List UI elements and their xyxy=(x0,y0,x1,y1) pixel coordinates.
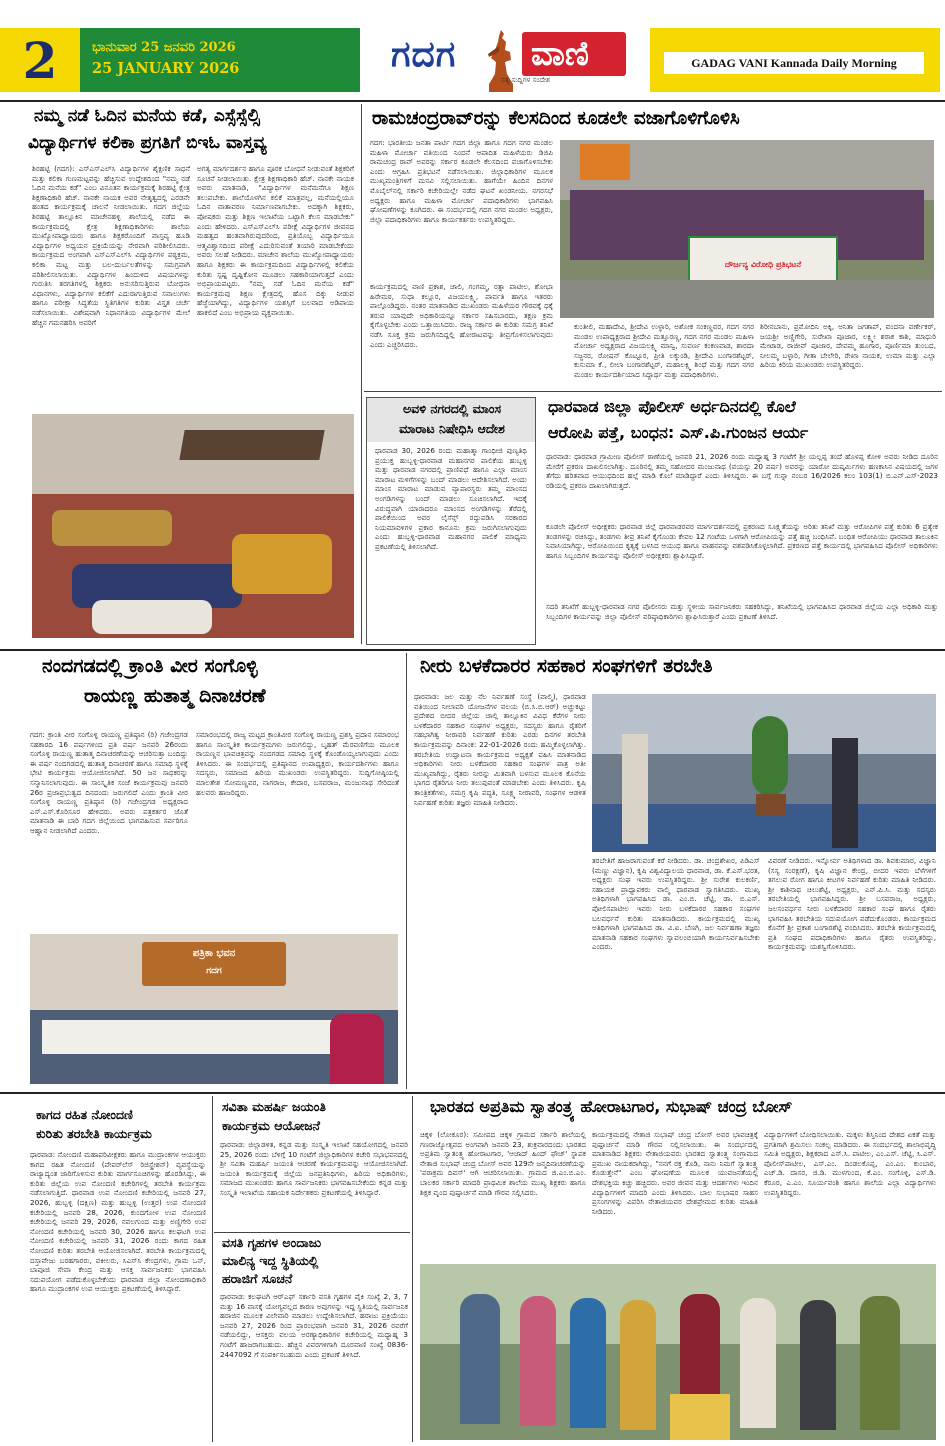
press-club-sign-line2: ಗದಗ xyxy=(206,966,222,976)
article5-headline-line2: ರಾಯಣ್ಣ ಹುತಾತ್ಮ ದಿನಾಚರಣೆ xyxy=(84,685,266,707)
article6-body-col3: ವಿವರಣೆ ನೀಡಿದರು. ಇನ್ನೋರ್ವ ಅತಿಥಿಗಳಾದ ಡಾ. ಶಿವಕುಮಾರ, ವಿಜ್ಞಾನಿ (ಸಸ್ಯ ಸಂರಕ್ಷಣೆ), ಕೃಷಿ ವಿಜ್ಞಾನ ಕೇಂದ್ರ, ಬೀದರ ಇವರು ಬೆಳೆಗಳಿಗೆ ತಗಲುವ ರೋಗ ಹಾಗೂ ಕೀಟಗಳ ನಿರ್ವಹಣೆ ಕುರಿತು ಮಾಹಿತಿ ನೀಡಿದರು. ಶ್ರೀ ಕಾಶಿನಾಥ ಚಿಲುಶೆಟ್ಟಿ, ಅಧ್ಯಕ್ಷರು, ಎನ್.ಪಿ.ಸಿ. ಮತ್ತು ಸದಸ್ಯರು ತರಬೇತಿಯಲ್ಲಿ ಭಾಗವಹಿಸಿದ್ದರು. ಶ್ರೀ ಬಸವರಾಜ, ಅಧ್ಯಕ್ಷರು, ಜಲಸಂವರ್ಧನ ನೀರು ಬಳಕೆದಾರರ ಸಹಕಾರ ಸಂಘ ಹಾಗೂ ರೈತರು ಭಾಗವಹಿಸಿ ತರಬೇತಿಯ ಸದುಪಯೋಗ ಪಡೆದುಕೊಂಡರು. ಕಾರ್ಯಕ್ರಮದ ಕೊನೆಗೆ ಶ್ರೀ ಪ್ರಕಾಶ ಬಂಗಾರಶೆಟ್ಟಿ ವಂದಿಸಿದರು. ತರಬೇತಿ ಕಾರ್ಯಕ್ರಮದಲ್ಲಿ ಪ್ರತಿ ಸಂಘದ ಪದಾಧಿಕಾರಿಗಳು ಹಾಗೂ ರೈತರು ಉಪಸ್ಥಿತರಿದ್ದು, ಕಾರ್ಯಕ್ರಮವನ್ನು ಯಶಸ್ವಿಗೊಳಿಸಿದರು. xyxy=(768,856,936,952)
article6-headline: ನೀರು ಬಳಕೆದಾರರ ಸಹಕಾರ ಸಂಘಗಳಿಗೆ ತರಬೇತಿ xyxy=(420,655,713,677)
article10-body-col1: ಚಿಕ್ಕಳಿ (ಲೋಕೂರ): ಸಮೀಪದ ಚಿಕ್ಕಳಿ ಗ್ರಾಮದ ಸರ್ಕಾರಿ ಶಾಲೆಯಲ್ಲಿ ಗಣರಾಜ್ಯೋತ್ಸವದ ಅಂಗವಾಗಿ ಜನವರಿ 23, ಶುಕ್ರವಾರದಂದು ಭಾರತದ ಅಪ್ರತಿಮ ಸ್ವಾತಂತ್ರ್ಯ ಹೋರಾಟಗಾರ, 'ಆಜಾದ್ ಹಿಂದ್ ಫೌಜ್' ಸ್ಥಾಪಕ ನೇತಾಜಿ ಸುಭಾಷ್ ಚಂದ್ರ ಬೋಸ್ ಅವರ 129ನೇ ಜನ್ಮದಿನಾಚರಣೆಯನ್ನು 'ಪರಾಕ್ರಮ ದಿವಸ್' ಆಗಿ ಆಚರಿಸಲಾಯಿತು. ಗ್ರಾಮದ ಜಿ.ಎಂ.ಬಿ.ಎಂ. ಬಾಲಕರ ಸರ್ಕಾರಿ ಮಾದರಿ ಪ್ರಾಥಮಿಕ ಶಾಲೆಯ ಮುಖ್ಯ ಶಿಕ್ಷಕರು ಹಾಗೂ ಶಿಕ್ಷಕ ವೃಂದ ಪುಷ್ಪಾರ್ಚನೆ ಮಾಡಿ ಗೌರವ ಸಲ್ಲಿಸಿದರು. xyxy=(420,1130,586,1197)
page-number: 2 xyxy=(0,28,80,92)
article4-headline-line1: ಧಾರವಾಡ ಜಿಲ್ಲಾ ಪೊಲೀಸ್ ಅರ್ಧದಿನದಲ್ಲಿ ಕೊಲೆ xyxy=(548,397,796,416)
paper-name-banner xyxy=(650,28,940,92)
students-sleeping-photo xyxy=(32,414,354,638)
protest-photo xyxy=(560,140,934,318)
article8-headline-line2: ಕಾರ್ಯಕ್ರಮ ಆಯೋಜನೆ xyxy=(222,1118,321,1133)
article5-body-col2: ಸಮಾರಂಭದಲ್ಲಿ ರಾಜ್ಯ ಮಟ್ಟದ ಕ್ರಾಂತಿವೀರ ಸಂಗೊಳ್ಳಿ ರಾಯಣ್ಣ ಪ್ರಶಸ್ತಿ ಪ್ರದಾನ ಸಮಾರಂಭ ಹಾಗೂ ಸಾಂಸ್ಕೃತಿಕ ಕಾರ್ಯಕ್ರಮಗಳು ಜರುಗಲಿದ್ದು, ಬೃಹತ್ ಮೆರವಣಿಗೆಯ ಮೂಲಕ ರಾಯಣ್ಣನ ಭಾವಚಿತ್ರವನ್ನು ನಂದಗಡದ ಸಮಾಧಿ ಸ್ಥಳಕ್ಕೆ ಕೊಂಡೊಯ್ಯಲಾಗುವುದು ಎಂದು ತಿಳಿಸಿದರು. ಈ ಸಂದರ್ಭದಲ್ಲಿ ಪ್ರತಿಷ್ಠಾನದ ಉಪಾಧ್ಯಕ್ಷರು, ಕಾರ್ಯದರ್ಶಿಗಳು ಹಾಗೂ ಸದಸ್ಯರು, ಸಮಾಜದ ಹಿರಿಯ ಮುಖಂಡರು ಉಪಸ್ಥಿತರಿದ್ದರು. ಸುದ್ದಿಗೋಷ್ಠಿಯಲ್ಲಿ ಮಾಲತೇಶ ಸೋಮಣ್ಣವರ, ನಾಗರಾಜ, ಕೇದಾರ, ಬಸವರಾಜ, ಮಂಜುನಾಥ ಸೇರಿದಂತೆ ಹಲವರು ಹಾಜರಿದ್ದರು. xyxy=(196,730,399,797)
article7-headline-line1: ಕಾಗದ ರಹಿತ ನೋಂದಣಿ xyxy=(36,1107,133,1122)
article8-headline-line1: ಸವಿತಾ ಮಹರ್ಷಿ ಜಯಂತಿ xyxy=(222,1099,326,1114)
article3-headline-line2: ಮಾರಾಟ ನಿಷೇಧಿಸಿ ಆದೇಶ xyxy=(399,421,505,436)
article7-headline-line2: ಕುರಿತು ತರಬೇತಿ ಕಾರ್ಯಕ್ರಮ xyxy=(36,1126,152,1141)
article2-body-col3: ಕುಂತೀಲಿ, ಮಹಾದೇವಿ, ಶ್ರೀದೇವಿ ಉಳ್ಳಾರಿ, ಅಶೋಕ ಸಂಕಣ್ಣವರ, ಗದಗ ನಗರ ಮಂಡಲ ಉಪಾಧ್ಯಕ್ಷರಾದ ಶ್ರೀದೇವಿ ಮತ್ತೂರಣ್ಣ, ಗದಗ ನಗರ ಮಂಡಲ ಮಹಿಳಾ ಮೋರ್ಚಾ ಅಧ್ಯಕ್ಷರಾದ ವಿಜಯಲಕ್ಷ್ಮಿ ಮಾನ್ವಿ, ಸುವರ್ಣ ಕಂಕಣವಾಡ, ಶಾರದಾ ಸಜ್ಜನರ, ರೋಷನ್ ಕೊಟ್ಟೂರ, ಪ್ರೀತಿ ಲಕ್ಕುಂಡಿ, ಶ್ರೀದೇವಿ ಬಂಗಾರಶೆಟ್ಟರ್, ಕುಸುಮಾ ಕೆ., ಲೀಲಾ ಬಂಗಾರಶೆಟ್ಟರ್, ಮಹಾಲಕ್ಷ್ಮಿ ಶಿಂಧೆ ಮತ್ತು ಗದಗ ನಗರ ಮಂಡಲ ಕಾರ್ಯದರ್ಶಿಯಾದ ಸಿದ್ದಾರ್ಥ ಮತ್ತು ಪದಾಧಿಕಾರಿಗಳು. xyxy=(574,322,754,379)
date-english: 25 JANUARY 2026 xyxy=(92,60,240,77)
article6-body-col2: ತರಬೇತಿಗೆ ಹಾಜರಾಗುವಂತೆ ಕರೆ ನೀಡಿದರು. ಡಾ. ಚಂದ್ರಶೇಖರ, ಪಿಡಿಎಸ್‌ (ಮಣ್ಣು ವಿಜ್ಞಾನ), ಕೃಷಿ ವಿಶ್ವವಿದ್ಯಾಲಯ ಧಾರವಾಡ, ಡಾ. ಕೆ.ಎಸ್.ಭರತ, ಅಧ್ಯಕ್ಷರು ಸಂಘ ಇವರು ಉಪಸ್ಥಿತರಿದ್ದರು. ಶ್ರೀ ಸುರೇಶ ಕುಲಕರ್ಣಿ, ಸಹಾಯಕ ಪ್ರಾಧ್ಯಾಪಕರು ವಾಲ್ಮಿ ಧಾರವಾಡ ಸ್ವಾಗತಿಸಿದರು. ಮುಖ್ಯ ಅತಿಥಿಗಳಾಗಿ ಭಾಗವಹಿಸಿದ ಡಾ. ಎಂ.ಬಿ. ಚೆಟ್ಟಿ, ಡಾ. ಬಿ.ಎಸ್. ಪೋಲಿಸಪಾಟೀಲ ಇವರು ನೀರು ಬಳಕೆದಾರರ ಸಹಕಾರ ಸಂಘಗಳ ಬಲವರ್ಧನೆ ಕುರಿತು ಮಾತನಾಡಿದರು. ಕಾರ್ಯಕ್ರಮದಲ್ಲಿ ಮುಖ್ಯ ಅತಿಥಿಗಳಾಗಿ ಭಾಗವಹಿಸಿದ ಡಾ. ವಿ.ಐ. ಬೆಣಗಿ, ಜಲ ನಿರ್ವಹಣಾ ತಜ್ಞರು ಮಾತನಾಡಿ ಸಹಕಾರ ಸಂಘಗಳು ಸ್ವಾವಲಂಬಿಯಾಗಿ ಕಾರ್ಯನಿರ್ವಹಿಸಬೇಕು ಎಂದರು. xyxy=(592,856,760,952)
logo-left-text: ಗದಗ xyxy=(391,34,457,75)
article1-headline-line1: ನಮ್ಮ ನಡೆ ಓದಿನ ಮನೆಯ ಕಡೆ, ಎಸ್ಸೆಸ್ಸೆಲ್ಸಿ xyxy=(34,106,260,126)
article10-body-col3: ವಿದ್ಯಾರ್ಥಿಗಳಿಗೆ ಬೋಧಿಸಲಾಯಿತು. ಮಕ್ಕಳು ಶಿಸ್ತಿನಿಂದ ದೇಶದ ಏಕತೆ ಮತ್ತು ಪ್ರಗತಿಗಾಗಿ ಶ್ರಮಿಸಲು ಸಂಕಲ್ಪ ಮಾಡಿದರು. ಈ ಸಂದರ್ಭದಲ್ಲಿ ಶಾಲಾಭಿವೃದ್ಧಿ ಸಮಿತಿ ಅಧ್ಯಕ್ಷರು, ಶಿಕ್ಷಕರಾದ ಎಸ್.ಸಿ. ಪಾಟೀಲ, ಎಂ.ಎಸ್. ಚೆಟ್ಟಿ, ಸಿ.ಎಸ್. ಪೊಲೀಸ್‌ಪಾಟೀಲ, ಎಸ್.ಎಂ. ದಿಂಡಲಕೊಪ್ಪ, ಎಂ.ಎಂ. ಕುಂಬಾರ, ಎಚ್.ಡಿ. ದಾಸರ, ಜಿ.ಡಿ. ಮುಳಗುಂದ, ಕೆ.ಎಂ. ಸಂಗೊಳ್ಳಿ, ಎಸ್.ಡಿ. ಕೆರೂರ, ಎ.ಎಂ. ಸೂರ್ಯವಂಶಿ ಹಾಗೂ ಶಾಲೆಯ ಎಲ್ಲಾ ವಿದ್ಯಾರ್ಥಿಗಳು ಉಪಸ್ಥಿತರಿದ್ದರು. xyxy=(764,1130,936,1197)
article4-para2: ಕೂಡಲೇ ಪೊಲೀಸ್ ಅಧೀಕ್ಷಕರು ಧಾರವಾಡ ಜಿಲ್ಲೆ ಧಾರವಾಡರವರ ಮಾರ್ಗದರ್ಶನದಲ್ಲಿ ಪ್ರಕರಣದ ಸೂಕ್ಷ್ಮತೆಯನ್ನು ಅರಿತು ತನಿಖೆ ಮತ್ತು ಆರೋಪಿಗಳ ಪತ್ತೆ ಕುರಿತು 6 ಪ್ರತ್ಯೇಕ ತಂಡಗಳನ್ನು ರಚಿಸಿದ್ದು, ತಂಡಗಳು ತೀವ್ರ ತನಿಖೆ ಕೈಗೊಂಡು ಕೇವಲ 12 ಗಂಟೆಯ ಒಳಗಾಗಿ ಆರೋಪಿಯನ್ನು ಪತ್ತೆ ಹಚ್ಚಿ ಬಂಧಿಸಿವೆ. ಬಂಧಿತ ಆರೋಪಿಯು ಧಾರವಾಡ ತಾಲೂಕಿನ ನಿವಾಸಿಯಾಗಿದ್ದು, ಆರೋಪಿಯಿಂದ ಕೃತ್ಯಕ್ಕೆ ಬಳಸಿದ ಆಯುಧ ಹಾಗೂ ವಾಹನವನ್ನು ವಶಪಡಿಸಿಕೊಳ್ಳಲಾಗಿದೆ. ಪ್ರಕರಣದ ಪತ್ತೆ ಕಾರ್ಯದಲ್ಲಿ ಭಾಗವಹಿಸಿದ ಪೊಲೀಸ್ ಅಧಿಕಾರಿಗಳು ಹಾಗೂ ಸಿಬ್ಬಂದಿಗಳ ಕಾರ್ಯವನ್ನು ಪೊಲೀಸ್ ಅಧೀಕ್ಷಕರು ಶ್ಲಾಘಿಸಿದ್ದಾರೆ. xyxy=(546,522,938,560)
article8-body: ಧಾರವಾಡ: ಜಿಲ್ಲಾಡಳಿತ, ಕನ್ನಡ ಮತ್ತು ಸಂಸ್ಕೃತಿ ಇಲಾಖೆ ಸಹಯೋಗದಲ್ಲಿ ಜನವರಿ 25, 2026 ರಂದು ಬೆಳಿಗ್ಗೆ 10 ಗಂಟೆಗೆ ಜಿಲ್ಲಾಧಿಕಾರಿಗಳ ಕಚೇರಿ ಸಭಾಭವನದಲ್ಲಿ ಶ್ರೀ ಸವಿತಾ ಮಹರ್ಷಿ ಜಯಂತಿ ಆಚರಣೆ ಕಾರ್ಯಕ್ರಮವನ್ನು ಆಯೋಜಿಸಲಾಗಿದೆ. ಜಯಂತಿ ಕಾರ್ಯಕ್ರಮಕ್ಕೆ ಜಿಲ್ಲೆಯ ಜನಪ್ರತಿನಿಧಿಗಳು, ಹಿರಿಯ ಅಧಿಕಾರಿಗಳು, ಸಮಾಜದ ಮುಖಂಡರು ಹಾಗೂ ಸಾರ್ವಜನಿಕರು ಭಾಗವಹಿಸಬೇಕೆಂದು ಕನ್ನಡ ಮತ್ತು ಸಂಸ್ಕೃತಿ ಇಲಾಖೆಯ ಸಹಾಯಕ ನಿರ್ದೇಶಕರು ಪ್ರಕಟಣೆಯಲ್ಲಿ ತಿಳಿಸಿದ್ದಾರೆ. xyxy=(220,1140,408,1197)
article4-para3: ಸದರಿ ತನಿಖೆಗೆ ಹುಬ್ಬಳ್ಳಿ-ಧಾರವಾಡ ನಗರ ಪೊಲೀಸರು ಮತ್ತು ಸ್ಥಳೀಯ ಸಾರ್ವಜನಿಕರು ಸಹಕರಿಸಿದ್ದು, ತನಿಖೆಯಲ್ಲಿ ಭಾಗವಹಿಸಿದ ಧಾರವಾಡ ಜಿಲ್ಲೆಯ ಎಲ್ಲಾ ಅಧಿಕಾರಿ ಮತ್ತು ಸಿಬ್ಬಂದಿಗಳ ಕಾರ್ಯವನ್ನು ಜಿಲ್ಲಾ ಪೊಲೀಸ್ ವರಿಷ್ಠಾಧಿಕಾರಿಗಳು ಶ್ಲಾಘಿಸಿರುತ್ತಾರೆ ಎಂದು ಪ್ರಕಟಣೆ ತಿಳಿಸಿದೆ. xyxy=(546,602,938,621)
article9-headline-line3: ಹರಾಜಿಗೆ ಸೂಚನೆ xyxy=(222,1271,293,1286)
paper-name: GADAG VANI Kannada Daily Morning xyxy=(664,52,924,74)
date-kannada: ಭಾನುವಾರ 25 ಜನವರಿ 2026 xyxy=(92,40,236,55)
press-club-sign xyxy=(142,942,286,986)
article2-body-col1: ಗದಗ: ಭಾರತೀಯ ಜನತಾ ಪಾರ್ಟಿ ಗದಗ ಜಿಲ್ಲಾ ಹಾಗೂ ಗದಗ ನಗರ ಮಂಡಲ ಮಹಿಳಾ ಮೋರ್ಚಾ ವತಿಯಿಂದ ನಿಂದನೆ ಆಪಾದಿತ ಮಹಿಳೆಯರು ಡಿಜಿಪಿ ರಾಮಚಂದ್ರ ರಾವ್ ಅವರನ್ನು ಸರ್ಕಾರ ಕೂಡಲೇ ಕೆಲಸದಿಂದ ವಜಾಗೊಳಿಸಬೇಕು ಎಂದು ಆಗ್ರಹಿಸಿ ಪ್ರತಿಭಟನೆ ನಡೆಸಲಾಯಿತು. ಜಿಲ್ಲಾಧಿಕಾರಿಗಳ ಮೂಲಕ ಮುಖ್ಯಮಂತ್ರಿಗಳಿಗೆ ಮನವಿ ಸಲ್ಲಿಸಲಾಯಿತು. ಹಾಗೆಯೇ ಹಿಂದಿನ ದಿನಗಳ ಮೊಬೈಲ್‌ನಲ್ಲಿ ಸರ್ಕಾರಿ ಕಚೇರಿಯಲ್ಲೇ ನಡೆದ ಘಟನೆ ಖಂಡನೀಯ. ನಗರಸಭೆ ಅಧ್ಯಕ್ಷರು ಹಾಗೂ ಮಹಿಳಾ ಮೋರ್ಚಾ ಪದಾಧಿಕಾರಿಗಳು ಭಾಗವಹಿಸಿ ಘೋಷಣೆಗಳನ್ನು ಕೂಗಿದರು. ಈ ಸಂದರ್ಭದಲ್ಲಿ ಗದಗ ನಗರ ಮಂಡಲ ಅಧ್ಯಕ್ಷರು, ಜಿಲ್ಲಾ ಪದಾಧಿಕಾರಿಗಳು ಹಾಗೂ ಕಾರ್ಯಕರ್ತರು ಉಪಸ್ಥಿತರಿದ್ದರು. xyxy=(370,138,553,224)
training-photo xyxy=(592,694,936,852)
article4-para1: ಧಾರವಾಡ: ಧಾರವಾಡ ಗ್ರಾಮೀಣ ಪೊಲೀಸ್ ಠಾಣೆಯಲ್ಲಿ ಜನವರಿ 21, 2026 ರಂದು ಮಧ್ಯಾಹ್ನ 3 ಗಂಟೆಗೆ ಶ್ರೀ ಯಲ್ಲಪ್ಪ ತಂದೆ ಹೊಳಪ್ಪ ಕೋಳಿ ಅವರು ನೀಡಿದ ದೂರಿನ ಮೇರೆಗೆ ಪ್ರಕರಣ ದಾಖಲಿಸಲಾಗಿತ್ತು. ದೂರಿನಲ್ಲಿ ತಮ್ಮ ಸಹೋದರ ಮಂಜುನಾಥ (ವಯಸ್ಸು 20 ವರ್ಷ) ಅವರನ್ನು ಯಾರೋ ದುಷ್ಕರ್ಮಿಗಳು ಹಣಕಾಸಿನ ವಿಷಯದಲ್ಲಿ ಜಗಳ ತೆಗೆದು ಹರಿತವಾದ ಆಯುಧದಿಂದ ಹಲ್ಲೆ ಮಾಡಿ ಕೊಲೆ ಮಾಡಿದ್ದಾರೆ ಎಂದು ತಿಳಿಸಿದ್ದರು. ಈ ಬಗ್ಗೆ ಗುನ್ನಾ ನಂಬರ 16/2026 ಕಲಂ 103(1) ಬಿ.ಎನ್.ಎಸ್-2023 ರಡಿಯಲ್ಲಿ ಪ್ರಕರಣ ದಾಖಲಾಗಿರುತ್ತದೆ. xyxy=(546,452,938,490)
article7-body: ಧಾರವಾಡ: ನೋಂದಣಿ ಮಹಾಪರಿವೀಕ್ಷಕರು ಹಾಗೂ ಮುದ್ರಾಂಕಗಳ ಆಯುಕ್ತರು ಕಾಗದ ರಹಿತ ನೋಂದಣಿ (ಪೇಪರ್‌ಲೆಸ್ ರಿಜಿಸ್ಟ್ರೇಶನ್) ವ್ಯವಸ್ಥೆಯನ್ನು ರಾಜ್ಯಾದ್ಯಂತ ಜಾರಿಗೊಳಿಸುವ ಕುರಿತು ಮಾರ್ಗಸೂಚಿಗಳನ್ನು ಹೊರಡಿಸಿದ್ದು, ಈ ಕುರಿತು ಜಿಲ್ಲೆಯ ಉಪ ನೋಂದಣಿ ಕಚೇರಿಗಳಲ್ಲಿ ತರಬೇತಿ ಕಾರ್ಯಕ್ರಮ ನಡೆಸಲಾಗುತ್ತಿದೆ. ಧಾರವಾಡ ಉಪ ನೋಂದಣಿ ಕಚೇರಿಯಲ್ಲಿ ಜನವರಿ 27, 2026, ಹುಬ್ಬಳ್ಳಿ (ದಕ್ಷಿಣ) ಮತ್ತು ಹುಬ್ಬಳ್ಳಿ (ಉತ್ತರ) ಉಪ ನೋಂದಣಿ ಕಚೇರಿಯಲ್ಲಿ ಜನವರಿ 28, 2026, ಕುಂದಗೋಳ ಉಪ ನೋಂದಣಿ ಕಚೇರಿಯಲ್ಲಿ ಜನವರಿ 29, 2026, ನವಲಗುಂದ ಮತ್ತು ಅಣ್ಣಿಗೇರಿ ಉಪ ನೋಂದಣಿ ಕಚೇರಿಯಲ್ಲಿ ಜನವರಿ 30, 2026 ಹಾಗೂ ಕಲಘಟಗಿ ಉಪ ನೋಂದಣಿ ಕಚೇರಿಯಲ್ಲಿ ಜನವರಿ 31, 2026 ರಂದು ಕಾಗದ ರಹಿತ ನೋಂದಣಿ ಕುರಿತು ತರಬೇತಿ ಆಯೋಜಿಸಲಾಗಿದೆ. ತರಬೇತಿ ಕಾರ್ಯಕ್ರಮದಲ್ಲಿ ದಸ್ತಾವೇಜು ಬರಹಗಾರರು, ವಕೀಲರು, ಸಿಎಸ್‌ಸಿ ಕೇಂದ್ರಗಳು, ಗ್ರಾಮ ಒನ್, ಬಾಪೂಜಿ ಸೇವಾ ಕೇಂದ್ರ ಮತ್ತು ಆಸಕ್ತ ಸಾರ್ವಜನಿಕರು ಭಾಗವಹಿಸಿ ಸದುಪಯೋಗ ಪಡೆದುಕೊಳ್ಳಬೇಕೆಂದು ಧಾರವಾಡ ಜಿಲ್ಲಾ ನೋಂದಣಾಧಿಕಾರಿ ಹಾಗೂ ಮುದ್ರಾಂಕಗಳ ಉಪ ಆಯುಕ್ತರು ಪ್ರಕಟಣೆಯಲ್ಲಿ ತಿಳಿಸಿದ್ದಾರೆ. xyxy=(30,1150,206,1294)
article1-body-col1: ಶಿರಹಟ್ಟಿ (ಗದಗ): ಎಸ್‌ಎಸ್‌ಎಲ್‌ಸಿ ವಿದ್ಯಾರ್ಥಿಗಳ ಶೈಕ್ಷಣಿಕ ಸಾಧನೆ ಮತ್ತು ಕಲಿಕಾ ಗುಣಮಟ್ಟವನ್ನು ಹೆಚ್ಚಿಸುವ ಉದ್ದೇಶದಿಂದ "ನಮ್ಮ ನಡೆ ಓದಿನ ಮನೆಯ ಕಡೆ" ಎಂಬ ವಿನೂತನ ಕಾರ್ಯಕ್ರಮಕ್ಕೆ ಶಿರಹಟ್ಟಿ ಕ್ಷೇತ್ರ ಶಿಕ್ಷಣಾಧಿಕಾರಿ ಹೆಚ್. ನಾನಕೇ ನಾಯಕ ಅವರ ನೇತೃತ್ವದಲ್ಲಿ ಎರಡನೇ ಹಂತದ ಕಾರ್ಯಕ್ರಮಕ್ಕೆ ಚಾಲನೆ ನೀಡಲಾಯಿತು. ಗದಗ ಜಿಲ್ಲೆಯ ಶಿರಹಟ್ಟಿ ತಾಲ್ಲೂಕಿನ ಮಾಚೇನಹಳ್ಳಿ ಶಾಲೆಯಲ್ಲಿ ನಡೆದ ಈ ಕಾರ್ಯಕ್ರಮದಲ್ಲಿ ಕ್ಷೇತ್ರ ಶಿಕ್ಷಣಾಧಿಕಾರಿಗಳು ಶಾಲೆಯ ಮುಖ್ಯೋಪಾಧ್ಯಾಯರು ಹಾಗೂ ಶಿಕ್ಷಕರೊಂದಿಗೆ ವಾಸ್ತವ್ಯ ಹೂಡಿ ವಿದ್ಯಾರ್ಥಿಗಳ ಅಧ್ಯಯನ ಪ್ರಕ್ರಿಯೆಯನ್ನು ನೇರವಾಗಿ ಪರಿಶೀಲಿಸಿದರು. ಕಾರ್ಯಕ್ರಮದ ಅಂಗವಾಗಿ ಎಸ್‌ಎಸ್‌ಎಲ್‌ಸಿ ವಿದ್ಯಾರ್ಥಿಗಳ ಪಠ್ಯಕ್ರಮ, ಕಲಿಕಾ ಮಟ್ಟ ಮತ್ತು ಬಲ-ದುರ್ಬಲತೆಗಳನ್ನು ಸಮಗ್ರವಾಗಿ ಪರಿಶೀಲಿಸಲಾಯಿತು. ವಿದ್ಯಾರ್ಥಿಗಳ ಹಿಂದುಳಿದ ವಿಷಯಗಳನ್ನು ಗುರುತಿಸಿ ತರಗತಿಗಳಲ್ಲಿ ಶಿಕ್ಷಕರು ಅನುಸರಿಸುತ್ತಿರುವ ಬೋಧನಾ ವಿಧಾನಗಳು, ವಿದ್ಯಾರ್ಥಿಗಳ ಕಲಿಕೆಗೆ ಎದುರಾಗುತ್ತಿರುವ ಸವಾಲುಗಳು ಹಾಗೂ ಪರೀಕ್ಷಾ ಸಿದ್ಧತೆಯ ಸ್ಥಿತಿಗತಿಗಳ ಕುರಿತು ವಿಸ್ತೃತ ಚರ್ಚೆ ನಡೆಸಲಾಯಿತು. ವಿಶೇಷವಾಗಿ ನಿಧಾನಗತಿಯ ವಿದ್ಯಾರ್ಥಿಗಳ ಮೇಲೆ ಹೆಚ್ಚಿನ ಗಮನಹರಿಸಿ ಅವರಿಗೆ xyxy=(32,164,190,327)
article5-body-col1: ಗದಗ: ಕ್ರಾಂತಿ ವೀರ ಸಂಗೊಳ್ಳಿ ರಾಯಣ್ಣ ಪ್ರತಿಷ್ಠಾನ (ರಿ) ಗಜೇಂದ್ರಗಡ ಸಹಕಾರದಿ 16 ವರ್ಷಗಳಿಂದ ಪ್ರತಿ ವರ್ಷ ಜನವರಿ 26ರಂದು ಸಂಗೊಳ್ಳಿ ರಾಯಣ್ಣ ಹುತಾತ್ಮ ದಿನಾಚರಣೆಯನ್ನು ಆಚರಿಸುತ್ತಾ ಬಂದಿದ್ದು ಈ ವರ್ಷ ನಂದಗಡದಲ್ಲಿ ಹುತಾತ್ಮ ದಿನಾಚರಣೆ ಹಾಗೂ ಸಮಾಧಿ ಸ್ಥಳಕ್ಕೆ ಭೇಟಿ ಕಾರ್ಯಕ್ರಮ ಆಯೋಜಿಸಲಾಗಿದೆ. 50 ಜನ ಸಾಧಕರನ್ನು ಸನ್ಮಾನಿಸಲಾಗುವುದು. ಈ ಸಾಂಸ್ಕೃತಿಕ ಸಂಜೆ ಕಾರ್ಯಕ್ರಮವು ಜನವರಿ 26ರ ಪ್ರಜಾಪ್ರಭುತ್ವದ ದಿನದಂದು ಜರುಗಲಿದೆ ಎಂದು ಕ್ರಾಂತಿ ವೀರ ಸಂಗೊಳ್ಳಿ ರಾಯಣ್ಣ ಪ್ರತಿಷ್ಠಾನ (ರಿ) ಗಜೇಂದ್ರಗಡ ಅಧ್ಯಕ್ಷರಾದ ಎಸ್.ಎಸ್.ಕೊರಿಸೂರ ಹೇಳಿದರು. ಅವರು ಪತ್ರಕರ್ತರ ಜೊತೆ ಮಾತನಾಡಿ ಈ ಬಾರಿ ಗದಗ ಜಿಲ್ಲೆಯಿಂದ ಭಾಗವಹಿಸುವ ಸರ್ವರಿಗೂ ಆಹ್ವಾನ ನೀಡಲಾಗಿದೆ ಎಂದರು. xyxy=(30,730,188,835)
article5-headline-line1: ನಂದಗಡದಲ್ಲಿ ಕ್ರಾಂತಿ ವೀರ ಸಂಗೊಳ್ಳಿ xyxy=(42,655,258,677)
article10-headline: ಭಾರತದ ಅಪ್ರತಿಮ ಸ್ವಾತಂತ್ರ್ಯ ಹೋರಾಟಗಾರ, ಸುಭಾಷ್ ಚಂದ್ರ ಬೋಸ್ xyxy=(430,1097,793,1116)
article9-headline-line2: ಮಾಲಿನ್ಯ ಇದ್ದ ಸ್ಥಿತಿಯಲ್ಲಿ xyxy=(222,1253,319,1268)
article4-headline-line2: ಆರೋಪಿ ಪತ್ತೆ, ಬಂಧನ: ಎಸ್.ಪಿ.ಗುಂಜನ ಆರ್ಯ xyxy=(548,423,809,442)
article9-headline-line1: ವಸತಿ ಗೃಹಗಳ ಅಂದಾಜು xyxy=(222,1235,322,1250)
gadag-vani-logo xyxy=(365,28,645,96)
school-teachers-photo xyxy=(420,1264,936,1440)
press-meet-photo xyxy=(30,934,398,1084)
article2-body-col4: ಶಿರೀನಬಾನು, ಪ್ರಮೋದಿನಿ ಅಕ್ಕಿ, ಅನಿತಾ ಜಗತಾಪ್, ವಂದನಾ ವರ್ಣೇಕರ್, ಜಯಶ್ರೀ ಅಣ್ಣಿಗೇರಿ, ಸುರೇಖಾ ಪೂಜಾರ, ಲಕ್ಷ್ಮೀ ಶರಾಕ ಕಾಶಿ, ಮಾಧುರಿ ಮೇಟಾಡ, ರಾಜೀವ್ ಪೂಜಾರ, ದೇವಮ್ಮ ಹೂಗಾರ, ಪೂರ್ಣಿಮಾ ತುಂಬದ, ನೀಲಮ್ಮ ಬಳ್ಳಾರಿ, ಗೀತಾ ಬೇಲೇರಿ, ರೇಖಾ ನಾಯಕ, ಉಮಾ ಮತ್ತು ಎಲ್ಲಾ ಹಿರಿಯ ಕಿರಿಯ ಮುಖಂಡರು ಉಪಸ್ಥಿತರಿದ್ದರು. xyxy=(760,322,936,370)
date-banner xyxy=(80,28,360,92)
article2-headline: ರಾಮಚಂದ್ರರಾವ್‌ರನ್ನು ಕೆಲಸದಿಂದ ಕೂಡಲೇ ವಜಾಗೊಳಿಗೊಳಿಸಿ xyxy=(372,108,740,129)
article1-body-col2: ಅಗತ್ಯ ಮಾರ್ಗದರ್ಶನ ಹಾಗೂ ಪೂರಕ ಬೋಧನೆ ನೀಡುವಂತೆ ಶಿಕ್ಷಕರಿಗೆ ಸೂಚನೆ ನೀಡಲಾಯಿತು. ಕ್ಷೇತ್ರ ಶಿಕ್ಷಣಾಧಿಕಾರಿ ಹೆಚ್. ನಾನಕೇ ನಾಯಕ ಅವರು ಮಾತನಾಡಿ, "ವಿದ್ಯಾರ್ಥಿಗಳ ಮನೆಮನೆಗೂ ಶಿಕ್ಷಣ ತಲುಪಬೇಕು. ಶಾಲೆಯೊಳಗಿನ ಕಲಿಕೆ ಮಾತ್ರವಲ್ಲ, ಮನೆಯಲ್ಲಿಯೂ ಓದಿನ ವಾತಾವರಣ ನಿರ್ಮಾಣವಾಗಬೇಕು. ಅದಕ್ಕಾಗಿ ಶಿಕ್ಷಕರು, ಪೋಷಕರು ಮತ್ತು ಶಿಕ್ಷಣ ಇಲಾಖೆಯ ಒಟ್ಟಾಗಿ ಕೆಲಸ ಮಾಡಬೇಕು" ಎಂದು ಹೇಳಿದರು. ಎಸ್‌ಎಸ್‌ಎಲ್‌ಸಿ ಪರೀಕ್ಷೆ ವಿದ್ಯಾರ್ಥಿಗಳ ಜೀವನದ ಮಹತ್ವದ ಹಂತವಾಗಿರುವುದರಿಂದ, ಪ್ರತಿಯೊಬ್ಬ ವಿದ್ಯಾರ್ಥಿಯೂ ಆತ್ಮವಿಶ್ವಾಸದಿಂದ ಪರೀಕ್ಷೆ ಎದುರಿಸುವಂತೆ ತಯಾರಿ ಮಾಡಬೇಕೆಂದು ಅವರು ಸಲಹೆ ನೀಡಿದರು. ಮಾಚೇನ ಶಾಲೆಯ ಮುಖ್ಯೋಪಾಧ್ಯಾಯರು ಹಾಗೂ ಶಿಕ್ಷಕರು ಈ ಕಾರ್ಯಕ್ರಮದಿಂದ ವಿದ್ಯಾರ್ಥಿಗಳಲ್ಲಿ ಕಲಿಕೆಯ ಕುರಿತು ಸ್ಪಷ್ಟ ದೃಷ್ಟಿಕೋನ ಮೂಡಲು ಸಹಕಾರಿಯಾಗುತ್ತದೆ ಎಂದು ಅಭಿಪ್ರಾಯಪಟ್ಟರು. "ನಮ್ಮ ನಡೆ ಓದಿನ ಮನೆಯ ಕಡೆ" ಕಾರ್ಯಕ್ರಮವು ಶಿಕ್ಷಣ ಕ್ಷೇತ್ರದಲ್ಲಿ ಹೊಸ ದಿಕ್ಕು ನೀಡುವ ಹೆಜ್ಜೆಯಾಗಿದ್ದು, ವಿದ್ಯಾರ್ಥಿಗಳ ಯಶಸ್ಸಿಗೆ ಬಲವಾದ ಅಡಿಪಾಯ ಹಾಕಲಿದೆ ಎಂಬ ಅಭಿಪ್ರಾಯ ವ್ಯಕ್ತವಾಯಿತು. xyxy=(197,164,354,317)
logo-right-text: ವಾಣಿ xyxy=(531,34,589,74)
press-club-sign-line1: ಪತ್ರಿಕಾ ಭವನ xyxy=(192,948,236,959)
article1-headline-line2: ವಿದ್ಯಾರ್ಥಿಗಳ ಕಲಿಕಾ ಪ್ರಗತಿಗೆ ಬಿಇಓ ವಾಸ್ತವ್ಯ xyxy=(28,133,267,153)
article2-body-col2: ಕಾರ್ಯಕ್ರಮದಲ್ಲಿ ವಾಣಿ ಪ್ರಕಾಶ, ಜಾಲಿ, ಗಂಗಮ್ಮ, ರತ್ನಾ ಪಾಟೀಲ, ಶೋಭಾ ಹಿರೇಮಠ, ಸುಧಾ ಕಲ್ಲೂರ, ವಿಜಯಲಕ್ಷ್ಮಿ, ಪಾರ್ವತಿ ಹಾಗೂ ಇತರರು ಪಾಲ್ಗೊಂಡಿದ್ದರು. ನಂತರ ಮಾತನಾಡಿದ ಮುಖಂಡರು ಮಹಿಳೆಯರ ಗೌರವಕ್ಕೆ ಧಕ್ಕೆ ತರುವ ಯಾವುದೇ ಅಧಿಕಾರಿಯನ್ನೂ ಸರ್ಕಾರ ಸಹಿಸಬಾರದು, ತಕ್ಷಣ ಕ್ರಮ ಕೈಗೊಳ್ಳಬೇಕು ಎಂದು ಒತ್ತಾಯಿಸಿದರು. ರಾಜ್ಯ ಸರ್ಕಾರ ಈ ಕುರಿತು ಸಮಗ್ರ ತನಿಖೆ ನಡೆಸಿ ಸೂಕ್ತ ಕ್ರಮ ಜರುಗಿಸದಿದ್ದಲ್ಲಿ ಹೋರಾಟವನ್ನು ತೀವ್ರಗೊಳಿಸಲಾಗುವುದು ಎಂದು ಎಚ್ಚರಿಸಿದರು. xyxy=(370,282,553,349)
article9-body: ಧಾರವಾಡ: ಕಲಘಟಗಿ ಆರ್‌ಎಫ್ ಸರ್ಕಾರಿ ವಸತಿ ಗೃಹಗಳ ಪೈಕಿ ಸಂಖ್ಯೆ 2, 3, 7 ಮತ್ತು 16 ವಾಸಕ್ಕೆ ಯೋಗ್ಯವಲ್ಲದ ಕಾರಣ ಅವುಗಳನ್ನು ಇದ್ದ ಸ್ಥಿತಿಯಲ್ಲಿ ಸಾರ್ವಜನಿಕ ಹರಾಜಿನ ಮೂಲಕ ವಿಲೇವಾರಿ ಮಾಡಲು ಉದ್ದೇಶಿಸಲಾಗಿದೆ. ಹರಾಜು ಪ್ರಕ್ರಿಯೆಯು ಜನವರಿ 27, 2026 ರಿಂದ ಪ್ರಾರಂಭವಾಗಿ ಜನವರಿ 31, 2026 ರವರೆಗೆ ನಡೆಯಲಿದ್ದು, ಆಸಕ್ತರು ವಲಯ ಅರಣ್ಯಾಧಿಕಾರಿಗಳ ಕಚೇರಿಯಲ್ಲಿ ಮಧ್ಯಾಹ್ನ 3 ಗಂಟೆಗೆ ಹಾಜರಾಗಬಹುದು. ಹೆಚ್ಚಿನ ವಿವರಗಳಿಗಾಗಿ ದೂರವಾಣಿ ಸಂಖ್ಯೆ 0836-2447092 ಗೆ ಸಂಪರ್ಕಿಸಬಹುದು ಎಂದು ಪ್ರಕಟಣೆ ತಿಳಿಸಿದೆ. xyxy=(220,1292,408,1359)
meat-sale-box xyxy=(366,397,536,645)
article10-body-col2: ಕಾರ್ಯಕ್ರಮದಲ್ಲಿ ನೇತಾಜಿ ಸುಭಾಷ್ ಚಂದ್ರ ಬೋಸ್ ಅವರ ಭಾವಚಿತ್ರಕ್ಕೆ ಪುಷ್ಪಾರ್ಚನೆ ಮಾಡಿ ಗೌರವ ಸಲ್ಲಿಸಲಾಯಿತು. ಈ ಸಂದರ್ಭದಲ್ಲಿ ಮಾತನಾಡಿದ ಶಿಕ್ಷಕರು ನೇತಾಜಿಯವರು ಭಾರತದ ಸ್ವಾತಂತ್ರ್ಯ ಸಂಗ್ರಾಮದ ಪ್ರಮುಖ ನಾಯಕರಾಗಿದ್ದು, "ನನಗೆ ರಕ್ತ ಕೊಡಿ, ನಾನು ನಿಮಗೆ ಸ್ವಾತಂತ್ರ್ಯ ಕೊಡುತ್ತೇನೆ" ಎಂಬ ಘೋಷಣೆಯ ಮೂಲಕ ಯುವಜನತೆಯಲ್ಲಿ ದೇಶಭಕ್ತಿಯ ಕಿಚ್ಚು ಹಚ್ಚಿದರು. ಅವರ ಜೀವನ ಮತ್ತು ಆದರ್ಶಗಳು ಇಂದಿನ ವಿದ್ಯಾರ್ಥಿಗಳಿಗೆ ಮಾದರಿ ಎಂದು ತಿಳಿಸಿದರು. ಬಾಲ ಸುಭಾಷರ ಸಾಹಸ ಪ್ರಸಂಗಗಳನ್ನು ವಿವರಿಸಿ ನೇತಾಜಿಯವರ ದೇಶಪ್ರೇಮದ ಕುರಿತು ಮಾಹಿತಿ ನೀಡಿದರು. xyxy=(592,1130,758,1216)
article3-body: ಧಾರವಾಡ 30, 2026 ರಂದು ಮಹಾತ್ಮಾ ಗಾಂಧೀಜಿ ಪುಣ್ಯತಿಥಿ ಪ್ರಯುಕ್ತ ಹುಬ್ಬಳ್ಳಿ-ಧಾರವಾಡ ಮಹಾನಗರ ಪಾಲಿಕೆಯ ಹುಬ್ಬಳ್ಳಿ ಮತ್ತು ಧಾರವಾಡ ನಗರದಲ್ಲಿ ಪ್ರಾಣಿವಧೆ ಹಾಗೂ ಎಲ್ಲಾ ಮಾಂಸ ಮಾರಾಟ ಮಳಿಗೆಗಳನ್ನು ಬಂದ್ ಮಾಡಲು ಆದೇಶಿಸಲಾಗಿದೆ. ಅಂದು ಮಾಂಸ ಮಾರಾಟ ಮಾಡುವ ವ್ಯಾಪಾರಸ್ಥರು ತಮ್ಮ ಮಾಂಸದ ಅಂಗಡಿಗಳನ್ನು ಬಂದ್ ಮಾಡಲು ಸೂಚಿಸಲಾಗಿದೆ. ಇದಕ್ಕೆ ವಿರುದ್ಧವಾಗಿ ಯಾರಾದರೂ ಮಾಂಸದ ಅಂಗಡಿಗಳನ್ನು ತೆರೆದಲ್ಲಿ ಪಾಲಿಕೆಯಿಂದ ಅವರ ಲೈಸೆನ್ಸ್ ರದ್ದುಪಡಿಸಿ ಸರಕಾರದ ನಿಯಮಾವಳಿಗಳ ಪ್ರಕಾರ ಕಾನೂನು ಕ್ರಮ ಜರುಗಿಸಲಾಗುವುದು ಎಂದು ಹುಬ್ಬಳ್ಳಿ-ಧಾರವಾಡ ಮಹಾನಗರ ಪಾಲಿಕೆ ಮಾಧ್ಯಮ ಪ್ರಕಟಣೆಯಲ್ಲಿ ತಿಳಿಸಲಾಗಿದೆ. xyxy=(375,446,527,551)
article3-headline-line1: ಅವಳಿ ನಗರದಲ್ಲಿ ಮಾಂಸ xyxy=(402,401,502,416)
protest-banner-text: ದೌರ್ಜನ್ಯ ವಿರೋಧಿ ಪ್ರತಿಭಟನೆ xyxy=(724,260,802,269)
logo-tagline: ಸತ್ಯ ಸುದ್ದಿಗಳ ಸಂದೇಶ xyxy=(501,76,551,84)
article6-body-col1: ಧಾರವಾಡ: ಜಲ ಮತ್ತು ನೆಲ ನಿರ್ವಹಣೆ ಸಂಸ್ಥೆ (ವಾಲ್ಮಿ), ಧಾರವಾಡ ವತಿಯಿಂದ ನೀಲಾವರಿ ಯೋಜನೆಗಳ ವಲಯ (ಬಿ.ಸಿ.ಬಿ.ಆರ್) ಅಚ್ಚುಕಟ್ಟು ಪ್ರದೇಶದ ಬೀದರ ಜಿಲ್ಲೆಯ ಜಾಲ್ಗಿ ತಾಲ್ಲೂಕಿನ ವಿವಿಧ ಕೆರೆಗಳ ನೀರು ಬಳಕೆದಾರರ ಸಹಕಾರ ಸಂಘಗಳ ಅಧ್ಯಕ್ಷರು, ಸದಸ್ಯರು ಹಾಗೂ ರೈತರಿಗೆ ಸಹಭಾಗಿತ್ವ ನೀರಾವರಿ ನಿರ್ವಹಣೆ ಕುರಿತು ಎರಡು ದಿನಗಳ ತರಬೇತಿ ಕಾರ್ಯಕ್ರಮವನ್ನು ದಿನಾಂಕ: 22-01-2026 ರಂದು ಹಮ್ಮಿಕೊಳ್ಳಲಾಗಿತ್ತು. ತರಬೇತಿಯ ಉದ್ಘಾಟನಾ ಕಾರ್ಯಕ್ರಮದ ಅಧ್ಯಕ್ಷತೆ ವಹಿಸಿ ಮಾತನಾಡಿದ ಅಧಿಕಾರಿಗಳು ನೀರು ಬಳಕೆದಾರರ ಸಹಕಾರ ಸಂಘಗಳ ಪಾತ್ರ ಅತೀ ಮುಖ್ಯವಾಗಿದ್ದು, ರೈತರು ನೀರನ್ನು ಮಿತವಾಗಿ ಬಳಸುವ ಮೂಲಕ ಕೊನೆಯ ಭಾಗದ ರೈತರಿಗೂ ನೀರು ತಲುಪುವಂತೆ ಮಾಡಬೇಕು ಎಂದು ತಿಳಿಸಿದರು. ಕೃಷಿ ತಾಂತ್ರಿಕತೆಗಳು, ಸಮಗ್ರ ಕೃಷಿ ಪದ್ಧತಿ, ಸೂಕ್ಷ್ಮ ನೀರಾವರಿ, ಸಂಘಗಳ ಆಡಳಿತ ನಿರ್ವಹಣೆ ಕುರಿತು ತಜ್ಞರು ಮಾಹಿತಿ ನೀಡಿದರು. xyxy=(414,692,586,807)
